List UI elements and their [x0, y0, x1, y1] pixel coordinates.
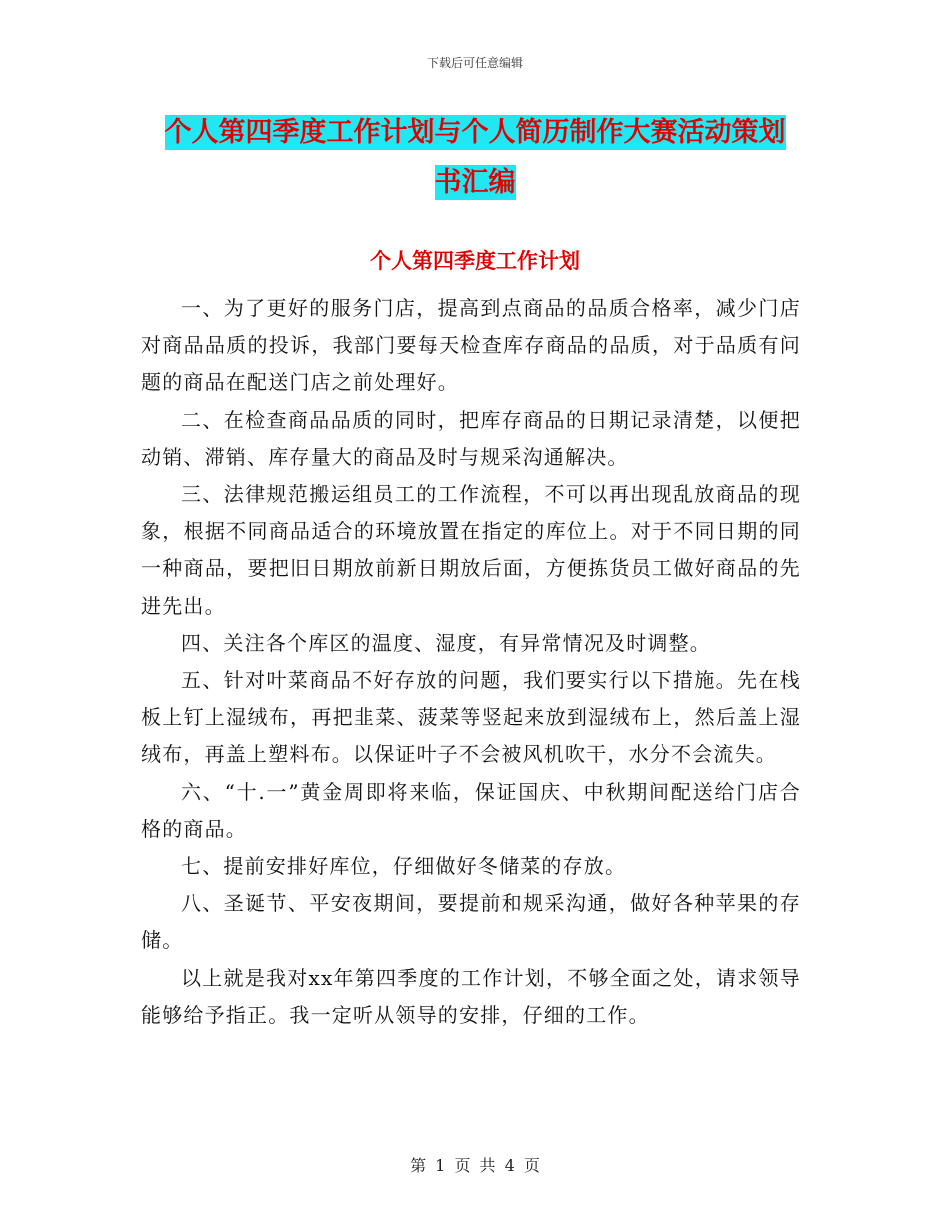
- paragraph-3: 三、法律规范搬运组员工的工作流程，不可以再出现乱放商品的现象，根据不同商品适合的环境放置在指定的库位上。对于不同日期的同一种商品，要把旧日期放前新日期放后面，方便拣货员工做好商品的先进先出。: [141, 482, 801, 618]
- header-note: 下载后可任意编辑: [426, 56, 523, 70]
- paragraph-4: 四、关注各个库区的温度、湿度，有异常情况及时调整。: [181, 630, 711, 655]
- paragraph-5: 五、针对叶菜商品不好存放的问题，我们要实行以下措施。先在栈板上钉上湿绒布，再把韭菜、菠菜等竖起来放到湿绒布上，然后盖上湿绒布，再盖上塑料布。以保证叶子不会被风机吹干，水分不会流失。: [141, 668, 801, 767]
- section-title: 个人第四季度工作计划: [370, 248, 580, 273]
- paragraph-7: 七、提前安排好库位，仔细做好冬储菜的存放。: [181, 854, 627, 879]
- document-body: [141, 290, 801, 1034]
- document-title: [0, 108, 950, 208]
- paragraph-1: 一、为了更好的服务门店，提高到点商品的品质合格率，减少门店对商品品质的投诉，我部门要每天检查库存商品的品质，对于品质有问题的商品在配送门店之前处理好。: [141, 296, 801, 395]
- paragraph-6: 六、“十.一”黄金周即将来临，保证国庆、中秋期间配送给门店合格的商品。: [141, 779, 801, 841]
- document-title-line-1: 个人第四季度工作计划与个人简历制作大赛活动策划: [164, 117, 786, 148]
- page-footer: 第 1 页 共 4 页: [410, 1156, 540, 1175]
- paragraph-9: 以上就是我对xx年第四季度的工作计划，不够全面之处，请求领导能够给予指正。我一定听从领导的安排，仔细的工作。: [141, 965, 801, 1027]
- paragraph-8: 八、圣诞节、平安夜期间，要提前和规采沟通，做好各种苹果的存储。: [141, 891, 801, 953]
- document-title-line-2: 书汇编: [434, 167, 516, 198]
- paragraph-2: 二、在检查商品品质的同时，把库存商品的日期记录清楚，以便把动销、滞销、库存量大的商品及时与规采沟通解决。: [141, 407, 801, 469]
